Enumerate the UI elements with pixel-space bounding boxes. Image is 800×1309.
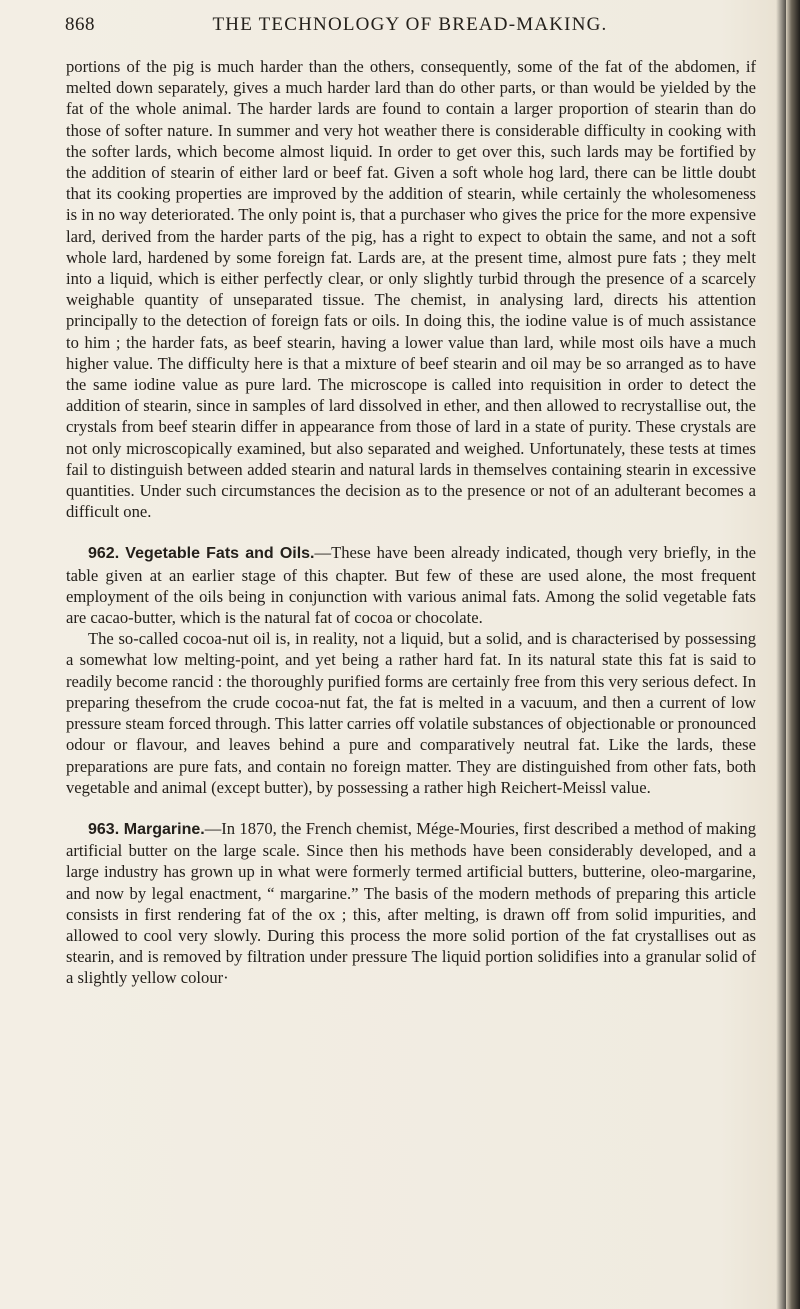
running-head: THE TECHNOLOGY OF BREAD-MAKING. <box>212 14 608 35</box>
paragraph-lard-continued <box>66 56 756 522</box>
section-963-margarine <box>66 818 756 989</box>
paragraph-cocoa-nut-oil <box>66 628 756 798</box>
paragraph-text: —In 1870, the French chemist, Mége-Mouries, first described a method of making artificial butter on the large scale. Since then his methods have been considerably developed, and a large industry has grown up in what were formerly termed artificial butters, butterine, oleo-margarine, and now by legal enactment, “ margarine.” The basis of the modern methods of preparing this article consists in first rendering fat of the ox ; this, after melting, is drawn off from solid impurities, and allowed to cool very slowly. During this process the more solid portion of the fat crystallises out as stearin, and is removed by filtration under pressure The liquid portion solidifies into a granular solid of a slightly yellow colour· <box>66 818 756 988</box>
body-text <box>66 56 756 989</box>
paragraph-text: —These have been already indicated, though very briefly, in the table given at an earlier stage of this chapter. But few of these are used alone, the most frequent employment of the oils being in conjunction with various animal fats. Among the solid vegetable fats are cacao-butter, which is the natural fat of cocoa or chocolate. <box>66 543 756 628</box>
section-heading: 962. Vegetable Fats and Oils. <box>88 545 315 563</box>
page-header <box>65 14 755 42</box>
section-962-vegetable-fats <box>66 542 756 628</box>
paragraph-text: portions of the pig is much harder than the others, consequently, some of the fat of the abdomen, if melted down separately, gives a much harder lard than do other parts, or than would be yielded by the fat of the whole animal. The harder lards are found to contain a larger proportion of stearin than do those of softer nature. In summer and very hot weather there is considerable difficulty in cooking with the softer lards, which become almost liquid. In order to get over this, such lards may be fortified by the addition of stearin of either lard or beef fat. Given a soft whole hog lard, there can be little doubt that its cooking properties are improved by the addition of stearin, while certainly the wholesomeness is in no way deteriorated. The only point is, that a purchaser who gives the price for the more expensive lard, derived from the harder parts of the pig, has a right to expect to obtain the same, and not a soft whole lard, hardened by some foreign fat. Lards are, at the present time, almost pure fats ; they melt into a liquid, which is either perfectly clear, or only slightly turbid through the presence of a scarcely weighable quantity of unseparated tissue. The chemist, in analysing lard, directs his attention principally to the detection of foreign fats or oils. In doing this, the iodine value is of much assistance to him ; the harder fats, as beef stearin, having a lower value than lard, while most oils have a much higher value. The difficulty here is that a mixture of beef stearin and oil may be so arranged as to have the same iodine value as pure lard. The microscope is called into requisition in order to detect the addition of stearin, since in samples of lard dissolved in ether, and then allowed to recrystallise out, the crystals from beef stearin differ in appearance from those of lard in a state of purity. These crystals are not only microscopically examined, but also separated and weighed. Unfortunately, these tests at times fail to distinguish between added stearin and natural lards in themselves containing stearin in excessive quantities. Under such circumstances the decision as to the presence or not of an adulterant becomes a difficult one. <box>66 57 756 522</box>
page-number: 868 <box>65 14 95 35</box>
section-heading: 963. Margarine. <box>88 820 205 838</box>
page-edge-shadow <box>786 0 800 1309</box>
paragraph-text: The so-called cocoa-nut oil is, in reality, not a liquid, but a solid, and is characterised by possessing a somewhat low melting-point, and yet being a rather hard fat. In its natural state this fat is said to readily become rancid : the thoroughly purified forms are certainly free from this very serious defect. In preparing thesefrom the crude cocoa-nut fat, the fat is melted in a vacuum, and then a current of low pressure steam forced through. This latter carries off volatile substances of objectionable or pronounced odour or flavour, and leaves behind a pure and comparatively neutral fat. Like the lards, these preparations are pure fats, and contain no foreign matter. They are distinguished from other fats, both vegetable and animal (except butter), by possessing a rather high Reichert-Meissl value. <box>66 629 756 797</box>
